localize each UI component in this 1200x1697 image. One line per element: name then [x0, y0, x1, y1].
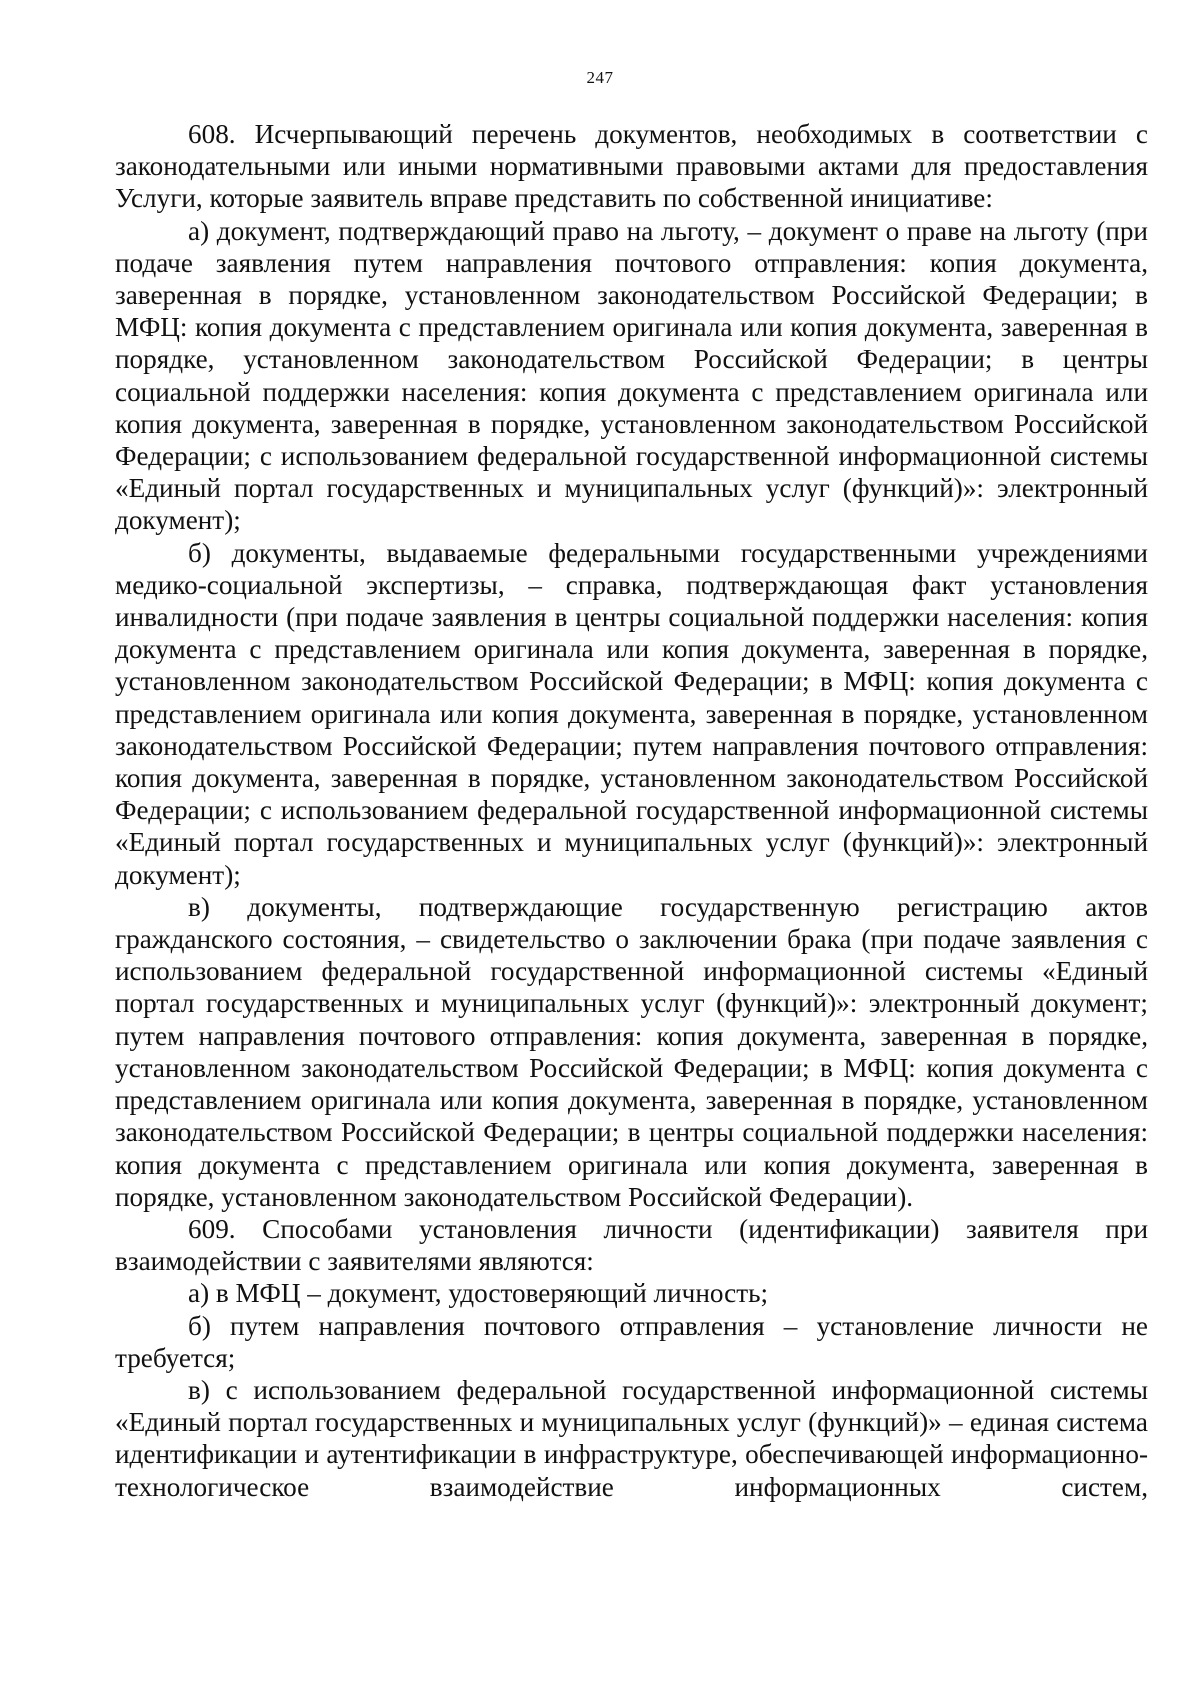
- paragraph-608-b: б) документы, выдаваемые федеральными государственными учреждениями медико-социальной экспертизы, – справка, подтверждающая факт установления инвалидности (при подаче заявления в центры социальной поддержки населения: копия документа с представлением оригинала или копия документа, заверенная в порядке, установленном законодательством Российской Федерации; в МФЦ: копия документа с представлением оригинала или копия документа, заверенная в порядке, установленном законодательством Российской Федерации; путем направления почтового отправления: копия документа, заверенная в порядке, установленном законодательством Российской Федерации; с использованием федеральной государственной информационной системы «Единый портал государственных и муниципальных услуг (функций)»: электронный документ);: [115, 537, 1148, 890]
- paragraph-608-a: а) документ, подтверждающий право на льготу, – документ о праве на льготу (при подаче заявления путем направления почтового отправления: копия документа, заверенная в порядке, установленном законодательством Российской Федерации; в МФЦ: копия документа с представлением оригинала или копия документа, заверенная в порядке, установленном законодательством Российской Федерации; в центры социальной поддержки населения: копия документа с представлением оригинала или копия документа, заверенная в порядке, установленном законодательством Российской Федерации; с использованием федеральной государственной информационной системы «Единый портал государственных и муниципальных услуг (функций)»: электронный документ);: [115, 215, 1148, 536]
- paragraph-608-v: в) документы, подтверждающие государственную регистрацию актов гражданского состояния, – свидетельство о заключении брака (при подаче заявления с использованием федеральной государственной информационной системы «Единый портал государственных и муниципальных услуг (функций)»: электронный документ; путем направления почтового отправления: копия документа, заверенная в порядке, установленном законодательством Российской Федерации; в МФЦ: копия документа с представлением оригинала или копия документа, заверенная в порядке, установленном законодательством Российской Федерации; в центры социальной поддержки населения: копия документа с представлением оригинала или копия документа, заверенная в порядке, установленном законодательством Российской Федерации).: [115, 891, 1148, 1212]
- paragraph-608-intro: 608. Исчерпывающий перечень документов, необходимых в соответствии с законодательными или иными нормативными правовыми актами для предоставления Услуги, которые заявитель вправе представить по собственной инициативе:: [115, 119, 1148, 214]
- document-body: [115, 118, 1148, 1503]
- paragraph-609-b: б) путем направления почтового отправления – установление личности не требуется;: [115, 1310, 1148, 1373]
- paragraph-609-v: в) с использованием федеральной государственной информационной системы «Единый портал государственных и муниципальных услуг (функций)» – единая система идентификации и аутентификации в инфраструктуре, обеспечивающей информационно-технологическое взаимодействие информационных систем,: [115, 1374, 1148, 1502]
- page-number: 247: [586, 68, 614, 87]
- paragraph-609-intro: 609. Способами установления личности (идентификации) заявителя при взаимодействии с заявителями являются:: [115, 1213, 1148, 1277]
- paragraph-609-a: а) в МФЦ – документ, удостоверяющий личность;: [188, 1278, 769, 1309]
